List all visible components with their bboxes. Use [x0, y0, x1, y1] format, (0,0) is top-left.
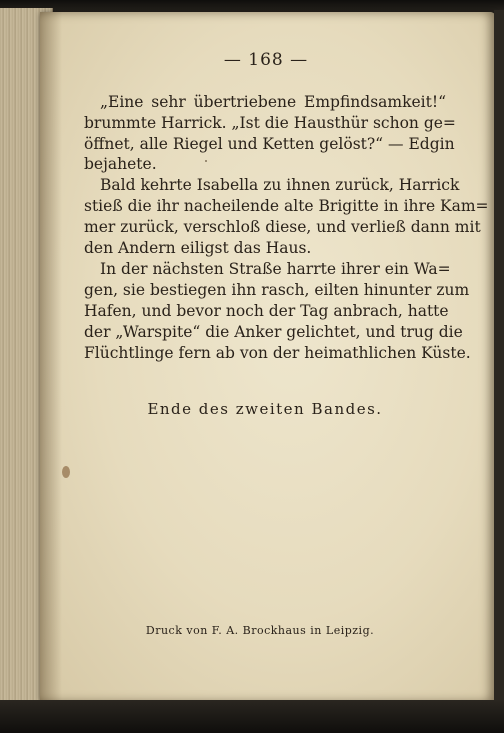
- body-line: bejahete.: [84, 155, 157, 173]
- body-line: der „Warspite“ die Anker gelichtet, und trug die: [84, 323, 463, 341]
- ending-line: Ende des zweiten Bandes.: [147, 400, 383, 418]
- body-line: In der nächsten Straße harrte ihrer ein Wa=: [100, 260, 451, 278]
- page-number: — 168 —: [223, 50, 309, 70]
- bottom-shadow: [0, 700, 504, 733]
- body-line: Hafen, und bevor noch der Tag anbrach, hatte: [84, 302, 449, 320]
- body-line: Flüchtlinge fern ab von der heimathlichen Küste.: [84, 344, 471, 362]
- page-gutter: [40, 12, 62, 702]
- body-line: Bald kehrte Isabella zu ihnen zurück, Harrick: [100, 176, 460, 194]
- body-line: brummte Harrick. „Ist die Hausthür schon ge=: [84, 114, 456, 132]
- printer-imprint: Druck von F. A. Brockhaus in Leipzig.: [145, 624, 375, 637]
- body-line: gen, sie bestiegen ihn rasch, eilten hinunter zum: [84, 281, 470, 299]
- body-line: den Andern eiligst das Haus.: [84, 239, 312, 257]
- body-line: öffnet, alle Riegel und Ketten gelöst?“ — Edgin: [84, 135, 455, 153]
- body-line: stieß die ihr nacheilende alte Brigitte in ihre Kam=: [84, 197, 489, 215]
- body-line: „Eine sehr übertriebene Empfindsamkeit!“: [100, 93, 446, 111]
- ink-stain: [62, 466, 70, 478]
- right-edge: [494, 10, 504, 704]
- body-line: mer zurück, verschloß diese, und verließ dann mit: [84, 218, 481, 236]
